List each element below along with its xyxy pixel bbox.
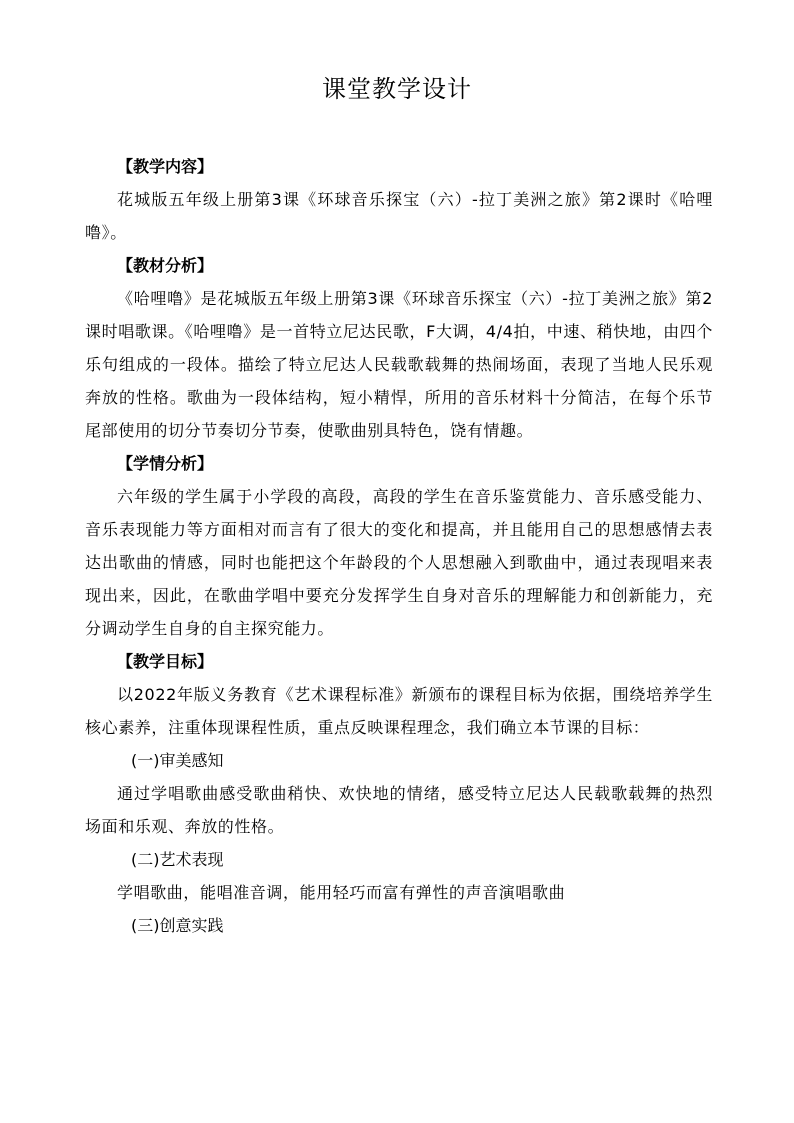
objective-expression-text: 学唱歌曲，能唱准音调，能用轻巧而富有弹性的声音演唱歌曲 — [117, 883, 566, 902]
paragraph: 六年级的学生属于小学段的高段，高段的学生在音乐鉴赏能力、音乐感受能力、音乐表现能力等方面相对而言有了很大的变化和提高，并且能用自己的思想感情去表达出歌曲的情感，同时也能把这个年龄段的个人思想融入到歌曲中，通过表现唱来表现出来，因此，在歌曲学唱中要充分发挥学生自身对音乐的理解能力和创新能力，充分调动学生自身的自主探究能力。 — [85, 487, 713, 638]
objective-practice-label: (三)创意实践 — [131, 916, 224, 935]
section-heading: 【教材分析】 — [117, 256, 214, 275]
objective-aesthetic-text: 通过学唱歌曲感受歌曲稍快、欢快地的情绪，感受特立尼达人民载歌载舞的热烈场面和乐观、奔放的性格。 — [85, 784, 713, 836]
document-body — [85, 150, 713, 942]
paragraph: 《哈哩噜》是花城版五年级上册第3课《环球音乐探宝（六）-拉丁美洲之旅》第2课时唱歌课。《哈哩噜》是一首特立尼达民歌，F大调，4/4拍，中速、稍快地，由四个乐句组成的一段体。描绘了特立尼达人民载歌载舞的热闹场面，表现了当地人民乐观奔放的性格。歌曲为一段体结构，短小精悍，所用的音乐材料十分简洁，在每个乐节尾部使用的切分节奏切分节奏，使歌曲别具特色，饶有情趣。 — [85, 289, 713, 440]
document-title: 课堂教学设计 — [322, 75, 472, 103]
paragraph: 花城版五年级上册第3课《环球音乐探宝（六）-拉丁美洲之旅》第2课时《哈哩噜》。 — [85, 190, 713, 242]
paragraph: 以2022年版义务教育《艺术课程标准》新颁布的课程目标为依据，围绕培养学生核心素养，注重体现课程性质，重点反映课程理念，我们确立本节课的目标： — [85, 685, 713, 737]
section-teaching-content — [85, 150, 713, 249]
objective-expression-label: (二)艺术表现 — [131, 850, 224, 869]
section-heading: 【学情分析】 — [117, 454, 214, 473]
section-student-analysis — [85, 447, 713, 645]
section-heading: 【教学目标】 — [117, 652, 214, 671]
section-material-analysis — [85, 249, 713, 447]
objective-aesthetic-label: (一)审美感知 — [131, 751, 224, 770]
section-teaching-objectives — [85, 645, 713, 942]
section-heading: 【教学内容】 — [117, 157, 214, 176]
